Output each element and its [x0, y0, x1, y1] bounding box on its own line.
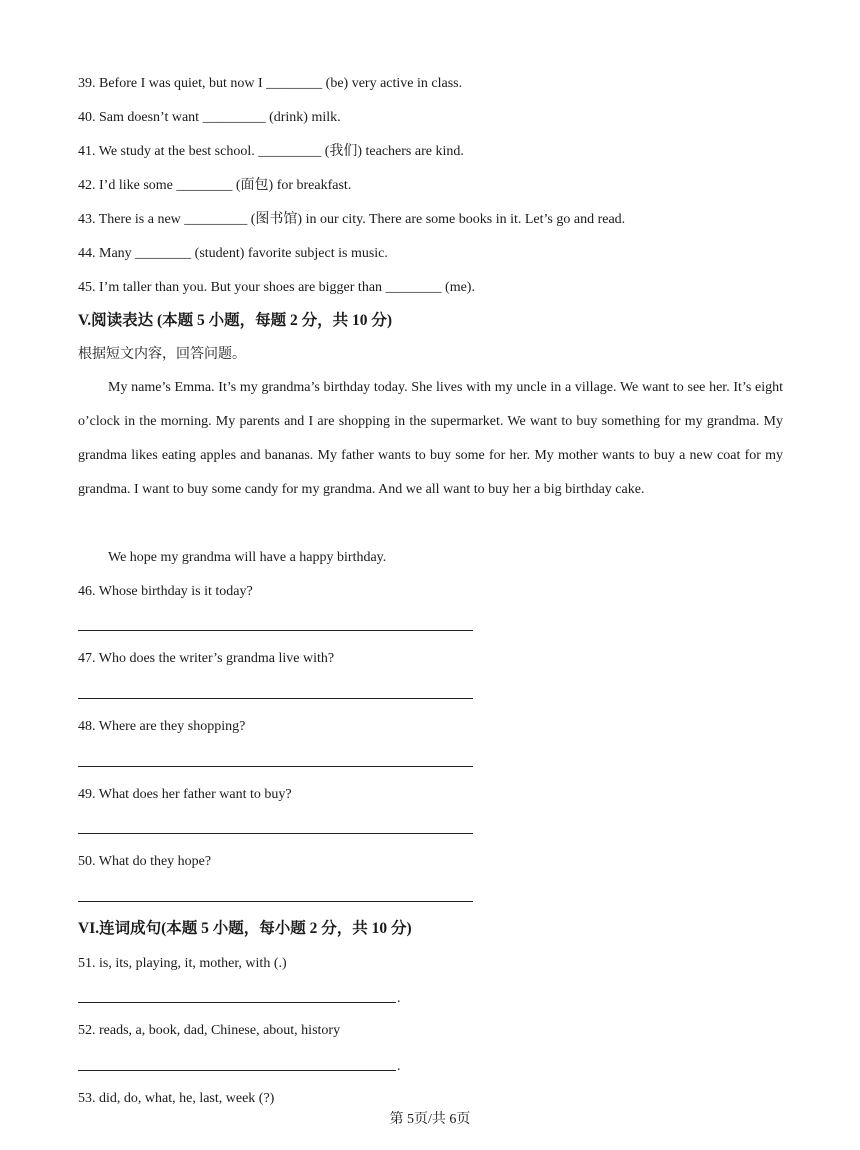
answer-line-50[interactable]	[78, 901, 473, 902]
reading-passage-paragraph-1: My name’s Emma. It’s my grandma’s birthday today. She lives with my uncle in a village. We want to see her. It’s eight o’clock in the morning. My parents and I are shopping in the supermarket. We want to buy something for my grandma. My grandma likes eating apples and bananas. My father wants to buy some for her. My mother wants to buy a new coat for my grandma. I want to buy some candy for my grandma. And we all want to buy her a big birthday cake.	[78, 380, 783, 497]
fill-item-43: 43. There is a new _________ (图书馆) in our city. There are some books in it. Let’s go and read.	[78, 212, 626, 227]
fill-item-40: 40. Sam doesn’t want _________ (drink) milk.	[78, 110, 341, 125]
answer-line-48[interactable]	[78, 766, 473, 767]
answer-line-51[interactable]	[78, 1002, 396, 1003]
sentence-item-51: 51. is, its, playing, it, mother, with (.)	[78, 956, 287, 971]
question-46: 46. Whose birthday is it today?	[78, 584, 253, 599]
question-49: 49. What does her father want to buy?	[78, 787, 292, 802]
fill-item-39: 39. Before I was quiet, but now I ________ (be) very active in class.	[78, 76, 463, 91]
section-5-title: V.阅读表达 (本题 5 小题，每题 2 分，共 10 分)	[78, 312, 393, 329]
answer-end-mark-52: .	[397, 1059, 401, 1074]
sentence-item-53: 53. did, do, what, he, last, week (?)	[78, 1091, 275, 1106]
answer-line-52[interactable]	[78, 1070, 396, 1071]
section-6-title: VI.连词成句(本题 5 小题，每小题 2 分，共 10 分)	[78, 920, 412, 937]
reading-passage-paragraph-2: We hope my grandma will have a happy birthday.	[108, 550, 387, 565]
fill-item-41: 41. We study at the best school. _________ (我们) teachers are kind.	[78, 144, 464, 159]
question-48: 48. Where are they shopping?	[78, 719, 246, 734]
answer-line-46[interactable]	[78, 630, 473, 631]
fill-item-42: 42. I’d like some ________ (面包) for breakfast.	[78, 178, 352, 193]
sentence-item-52: 52. reads, a, book, dad, Chinese, about, history	[78, 1023, 341, 1038]
question-50: 50. What do they hope?	[78, 854, 212, 869]
section-5-instruction: 根据短文内容，回答问题。	[78, 347, 246, 362]
answer-line-47[interactable]	[78, 698, 473, 699]
page-footer: 第 5页/共 6页	[389, 1112, 471, 1127]
answer-end-mark-51: .	[397, 991, 401, 1006]
fill-item-45: 45. I’m taller than you. But your shoes are bigger than ________ (me).	[78, 280, 475, 295]
fill-item-44: 44. Many ________ (student) favorite subject is music.	[78, 246, 388, 261]
question-47: 47. Who does the writer’s grandma live with?	[78, 651, 335, 666]
answer-line-49[interactable]	[78, 833, 473, 834]
